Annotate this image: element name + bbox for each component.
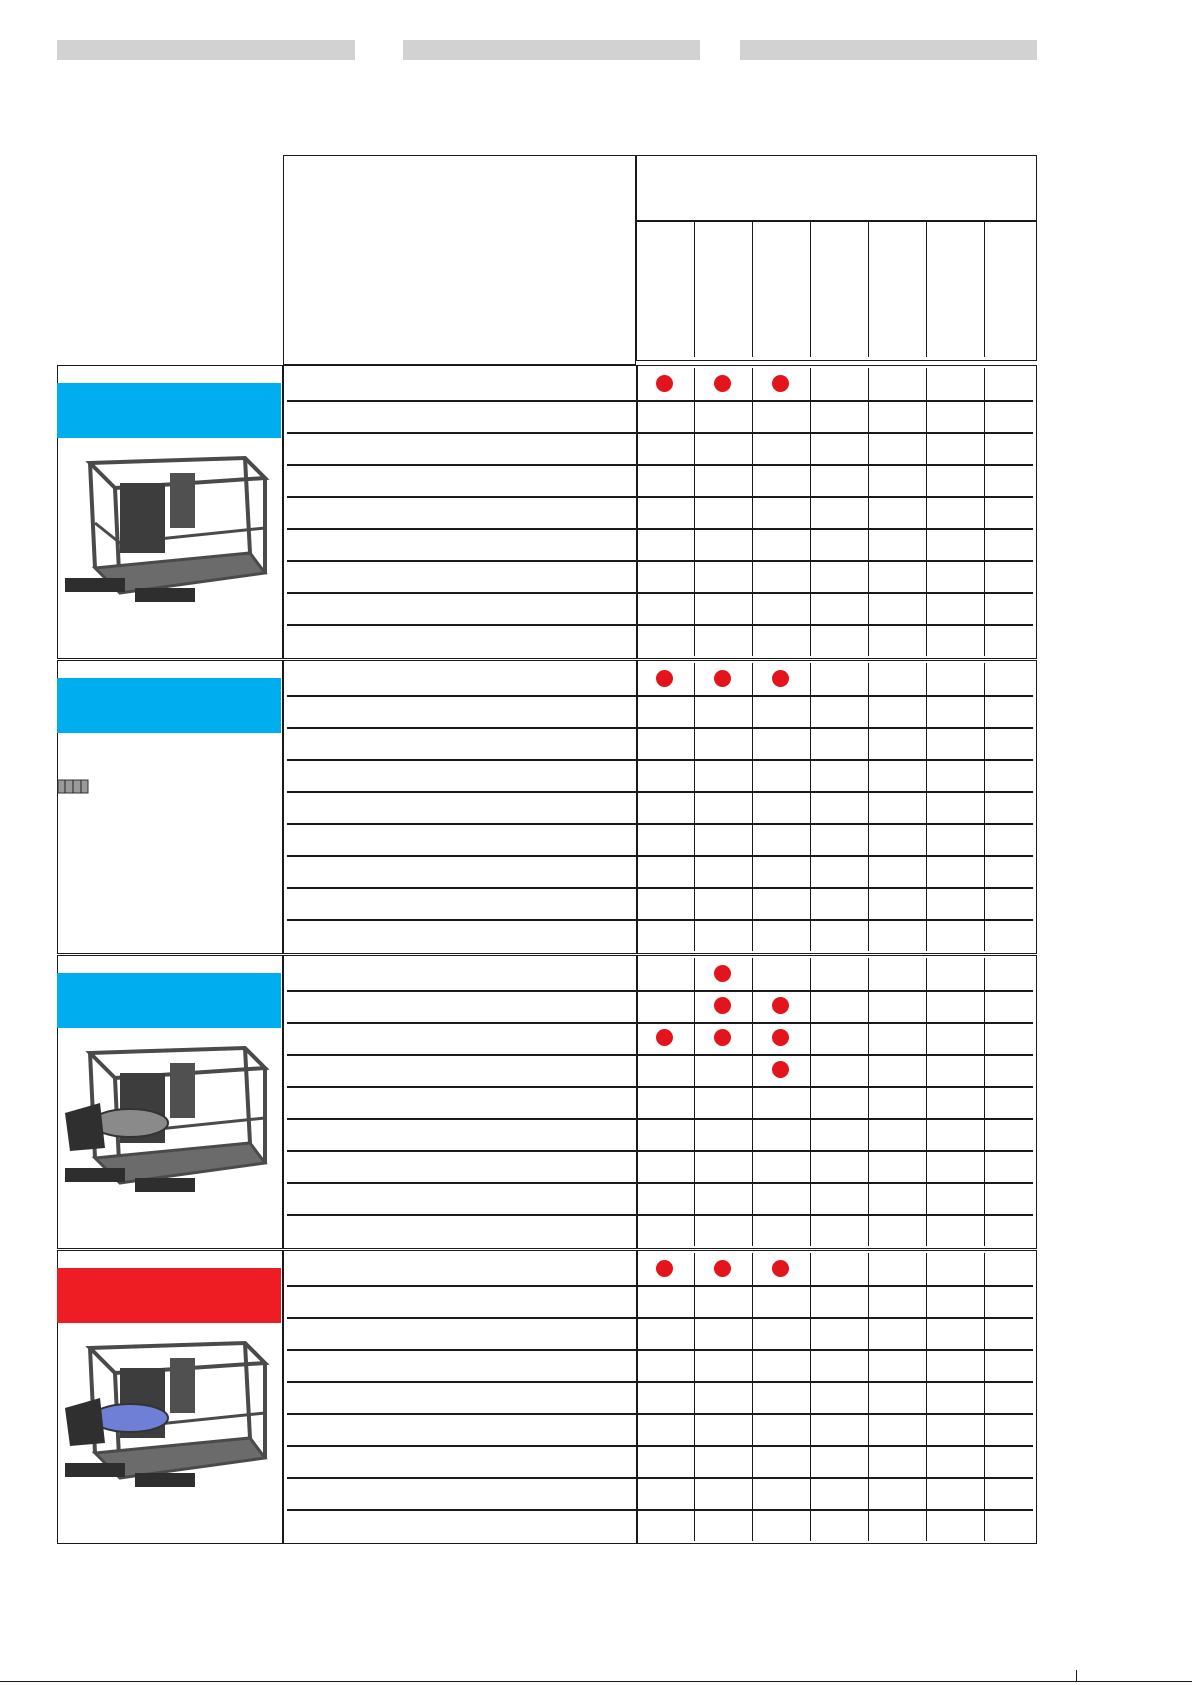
table-row-divider (287, 464, 1033, 466)
grid-column-divider (868, 1253, 869, 1541)
table-row-divider (287, 727, 1033, 729)
small-thumbnail-icon (57, 777, 97, 802)
page-bottom-tick (1076, 1670, 1077, 1682)
availability-dot (772, 997, 789, 1014)
table-row-divider (287, 1086, 1033, 1088)
table-row-divider (287, 823, 1033, 825)
grid-divider (636, 955, 638, 1249)
table-row-divider (287, 919, 1033, 921)
table-row-divider (287, 592, 1033, 594)
table-row-divider (287, 855, 1033, 857)
column-divider (984, 222, 985, 357)
spec-grid (283, 365, 1037, 659)
grid-column-divider (810, 663, 811, 951)
grid-column-divider (984, 368, 985, 656)
availability-dot (656, 1029, 673, 1046)
availability-dot (714, 375, 731, 392)
table-row-divider (287, 759, 1033, 761)
table-row-divider (287, 1445, 1033, 1447)
availability-dot (714, 670, 731, 687)
grid-column-divider (926, 958, 927, 1246)
table-row-divider (287, 1509, 1033, 1511)
column-divider (694, 222, 695, 357)
grid-column-divider (752, 958, 753, 1246)
top-tab-1 (57, 40, 355, 60)
grid-column-divider (694, 663, 695, 951)
grid-column-divider (752, 1253, 753, 1541)
grid-column-divider (984, 663, 985, 951)
table-row-divider (287, 624, 1033, 626)
grid-column-divider (810, 958, 811, 1246)
table-row-divider (287, 1349, 1033, 1351)
table-row-divider (287, 496, 1033, 498)
product-category-band (57, 973, 281, 1028)
grid-column-divider (810, 368, 811, 656)
basket-cage-icon (60, 443, 280, 618)
table-row-divider (287, 1182, 1033, 1184)
table-row-divider (287, 1413, 1033, 1415)
spec-grid (283, 1250, 1037, 1544)
product-category-band (57, 678, 281, 733)
product-category-band (57, 1268, 281, 1323)
availability-dot (714, 1260, 731, 1277)
grid-divider (636, 365, 638, 659)
column-divider (752, 222, 753, 357)
table-row-divider (287, 1285, 1033, 1287)
table-row-divider (287, 1214, 1033, 1216)
table-row-divider (287, 1118, 1033, 1120)
grid-column-divider (694, 368, 695, 656)
page-bottom-rule (0, 1681, 1192, 1682)
column-divider (868, 222, 869, 357)
column-labels-header (636, 220, 1037, 361)
availability-dot (714, 997, 731, 1014)
availability-dot (714, 1029, 731, 1046)
grid-divider (636, 660, 638, 954)
table-row-divider (287, 1317, 1033, 1319)
grid-column-divider (694, 958, 695, 1246)
grid-column-divider (694, 1253, 695, 1541)
table-row-divider (287, 695, 1033, 697)
spec-grid (283, 660, 1037, 954)
grid-divider (636, 1250, 638, 1544)
availability-dot (656, 375, 673, 392)
grid-column-divider (810, 1253, 811, 1541)
table-row-divider (287, 1150, 1033, 1152)
rotating-basket-icon (60, 1033, 280, 1208)
grid-column-divider (868, 958, 869, 1246)
grid-column-divider (926, 663, 927, 951)
availability-dot (772, 1029, 789, 1046)
rotating-basket-blue-icon (60, 1328, 280, 1503)
availability-dot (772, 670, 789, 687)
grid-column-divider (926, 368, 927, 656)
grid-column-divider (752, 663, 753, 951)
table-row-divider (287, 990, 1033, 992)
top-tab-2 (403, 40, 700, 60)
table-row-divider (287, 400, 1033, 402)
grid-column-divider (868, 368, 869, 656)
availability-dot (656, 1260, 673, 1277)
table-row-divider (287, 1022, 1033, 1024)
product-category-band (57, 383, 281, 438)
grid-column-divider (752, 368, 753, 656)
column-divider (810, 222, 811, 357)
table-row-divider (287, 432, 1033, 434)
table-row-divider (287, 528, 1033, 530)
table-row-divider (287, 1054, 1033, 1056)
table-row-divider (287, 1381, 1033, 1383)
top-tab-3 (740, 40, 1037, 60)
grid-column-divider (984, 958, 985, 1246)
availability-dot (714, 965, 731, 982)
grid-column-divider (926, 1253, 927, 1541)
column-group-header (636, 155, 1037, 222)
availability-dot (772, 1260, 789, 1277)
availability-dot (772, 375, 789, 392)
availability-dot (772, 1061, 789, 1078)
grid-column-divider (868, 663, 869, 951)
availability-dot (656, 670, 673, 687)
spec-grid (283, 955, 1037, 1249)
column-divider (926, 222, 927, 357)
table-title-cell (283, 155, 636, 365)
table-row-divider (287, 791, 1033, 793)
table-row-divider (287, 560, 1033, 562)
table-row-divider (287, 1477, 1033, 1479)
table-row-divider (287, 887, 1033, 889)
grid-column-divider (984, 1253, 985, 1541)
